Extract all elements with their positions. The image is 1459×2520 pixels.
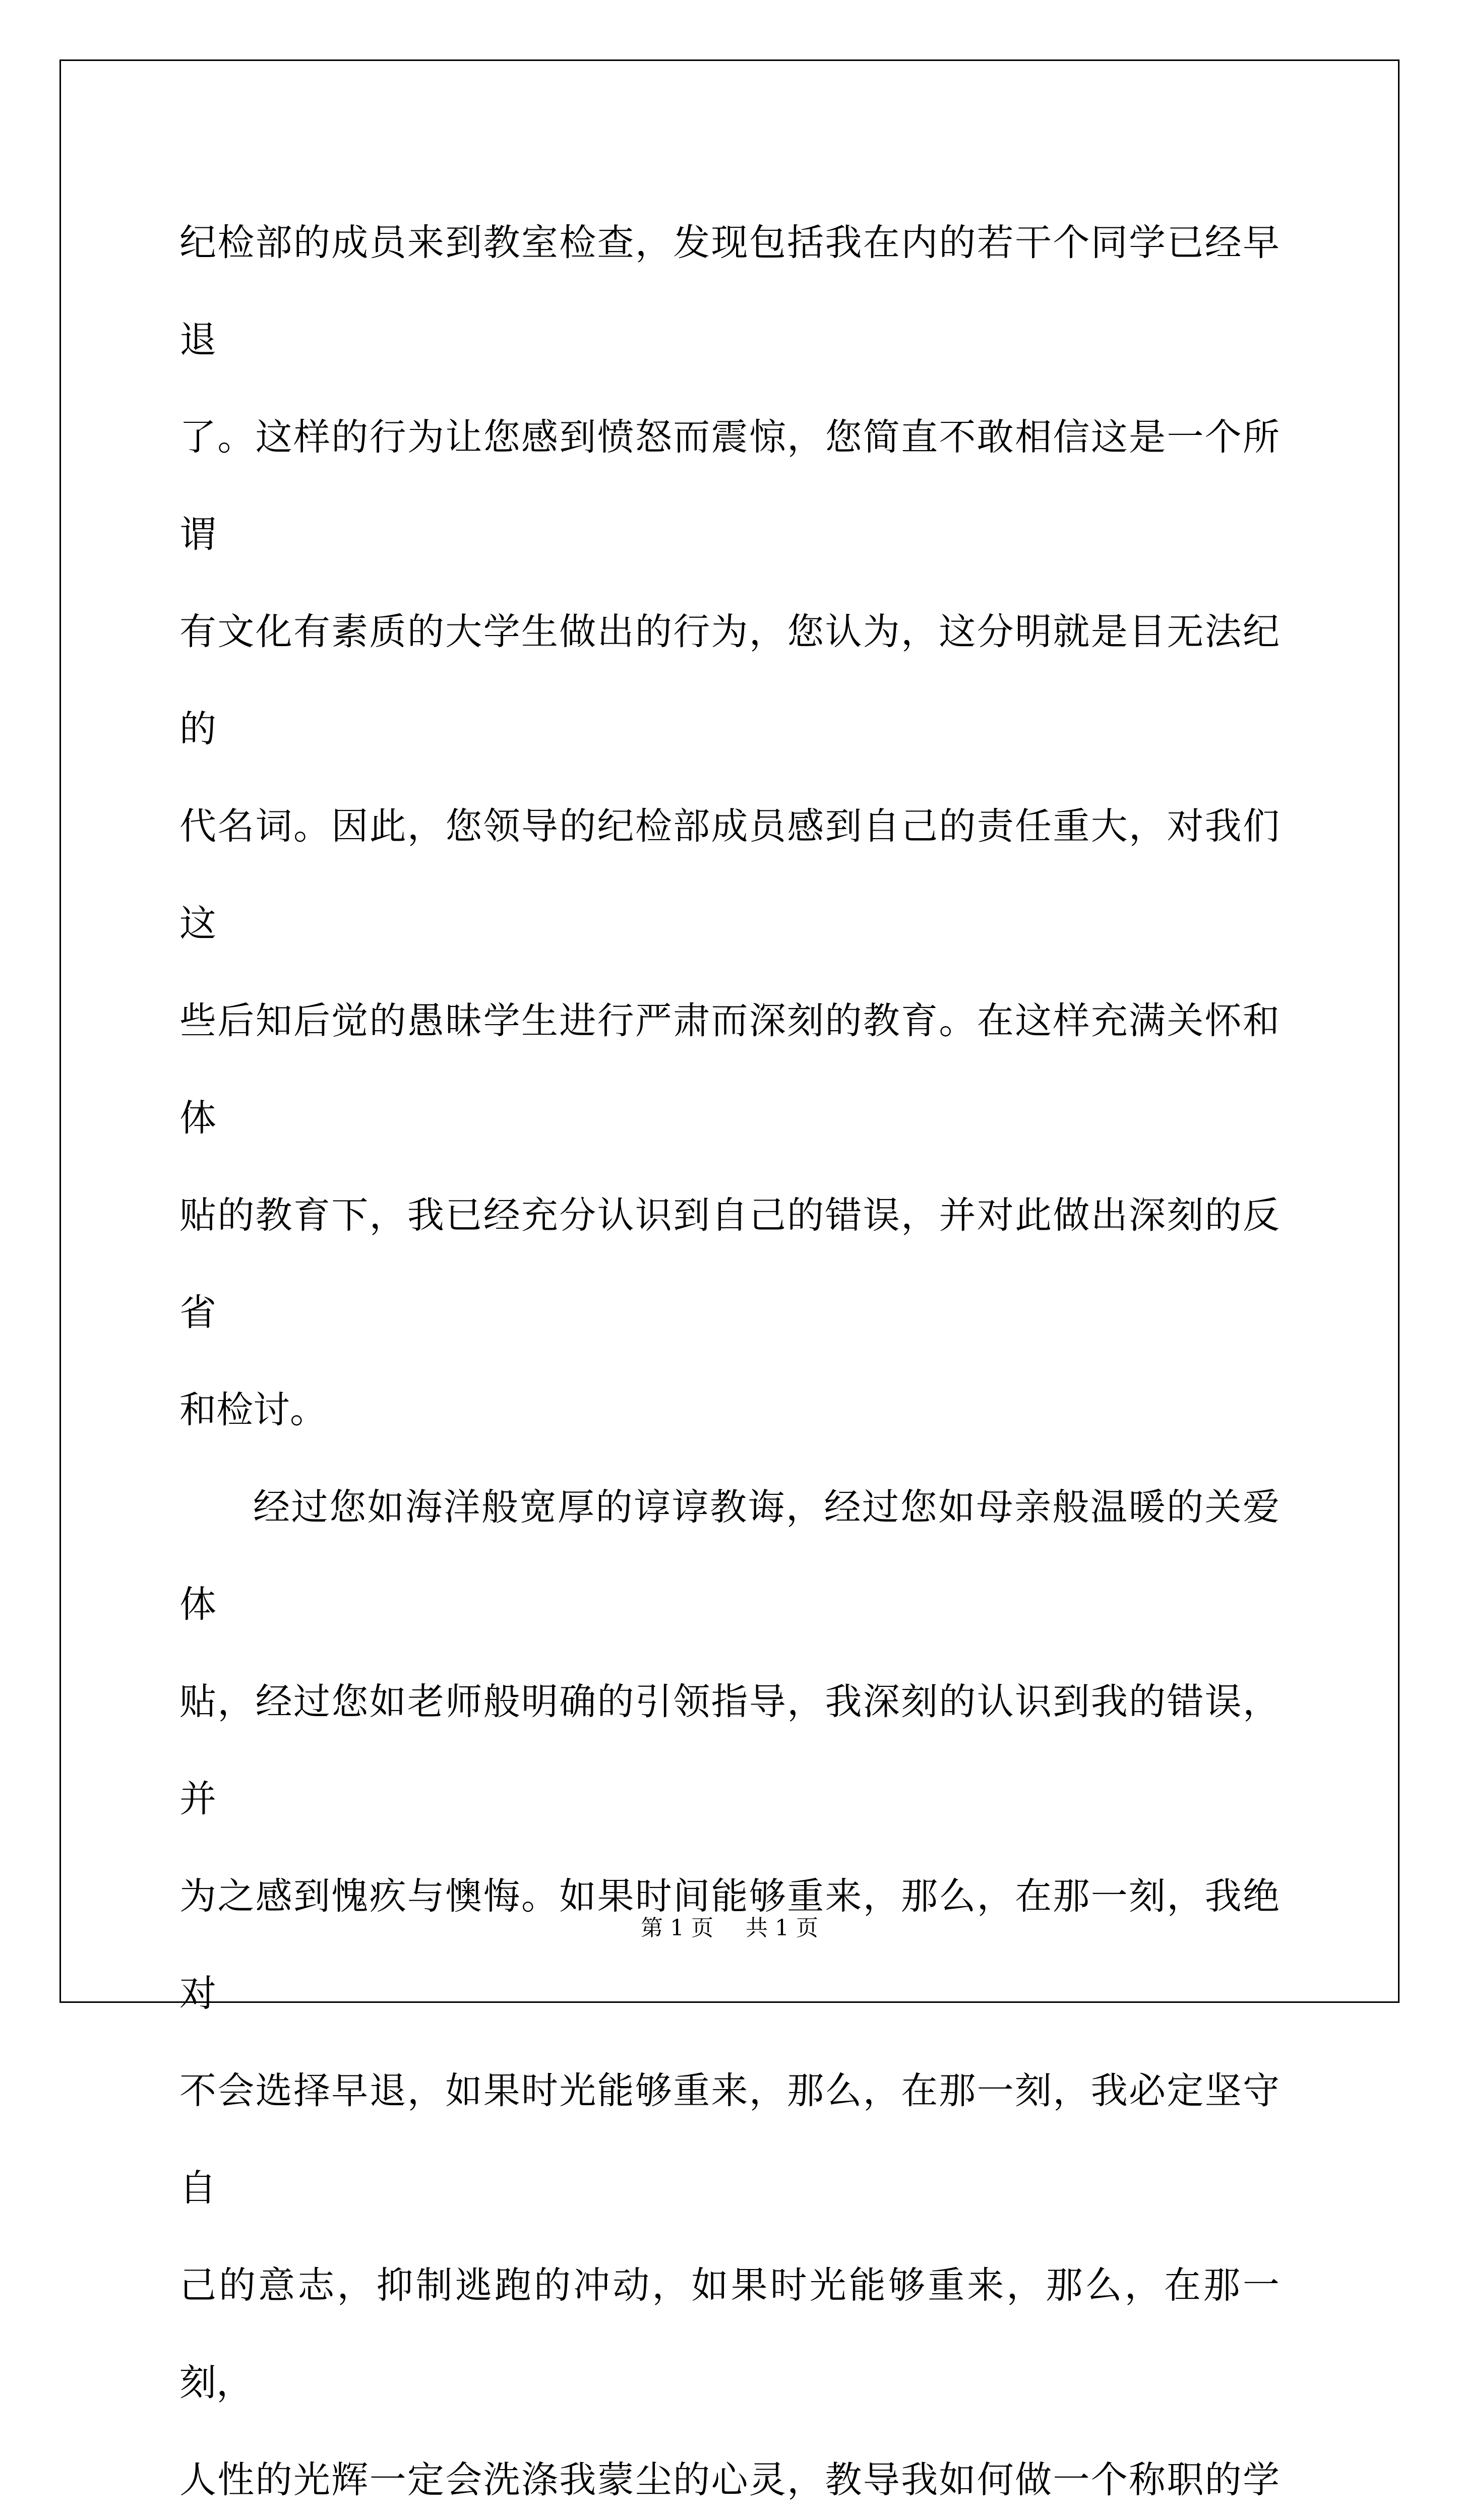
paragraph-line: 纪检部的成员来到教室检查，发现包括我在内的若干个同学已经早退: [179, 221, 1280, 361]
paragraph-line: 经过您如海洋般宽厚的谆谆教诲，经过您如母亲般温暖的关爱体: [179, 1486, 1280, 1626]
paragraph-line: 和检讨。: [179, 1389, 327, 1431]
paragraph-line: 了。这样的行为让您感到愤怒而震惊，您简直不敢相信这是一个所谓: [179, 416, 1280, 556]
body-paragraph: [179, 1459, 1280, 2520]
page-number-current: 第 1 页: [641, 1915, 713, 1941]
paragraph-line: 人性的光辉一定会洗涤我蒙尘的心灵，教导我如何做一个称职的学: [179, 2459, 1280, 2501]
body-paragraph: [179, 194, 1280, 1459]
paragraph-line: 为之感到愧疚与懊悔。如果时间能够重来，那么，在那一刻，我绝对: [179, 1875, 1280, 2015]
paragraph-line: 己的意志，抑制逃跑的冲动，如果时光能够重来，那么，在那一刻，: [179, 2264, 1280, 2404]
page-footer: [0, 1913, 1459, 1943]
paragraph-line: 贴的教育下，我已经充分认识到自己的错误，并对此做出深刻的反省: [179, 1194, 1280, 1334]
page-number-total: 共 1 页: [746, 1915, 818, 1941]
paragraph-line: 有文化有素质的大学生做出的行为，您认为，这分明就是目无法纪的: [179, 610, 1280, 750]
paragraphs-container: [179, 194, 1280, 2520]
paragraph-line: 些后知后觉的愚昧学生进行严肃而深刻的教育。在这样充满关怀和体: [179, 999, 1280, 1140]
paragraph-line: 贴，经过您如老师般明确的引领指导，我深刻的认识到我的错误，并: [179, 1680, 1280, 1820]
paragraph-line: 不会选择早退，如果时光能够重来，那么，在那一刻，我必定坚守自: [179, 2069, 1280, 2210]
paragraph-line: 代名词。因此，您领导的纪检部成员感到自己的责任重大，对我们这: [179, 805, 1280, 945]
document-body: [179, 194, 1280, 2520]
